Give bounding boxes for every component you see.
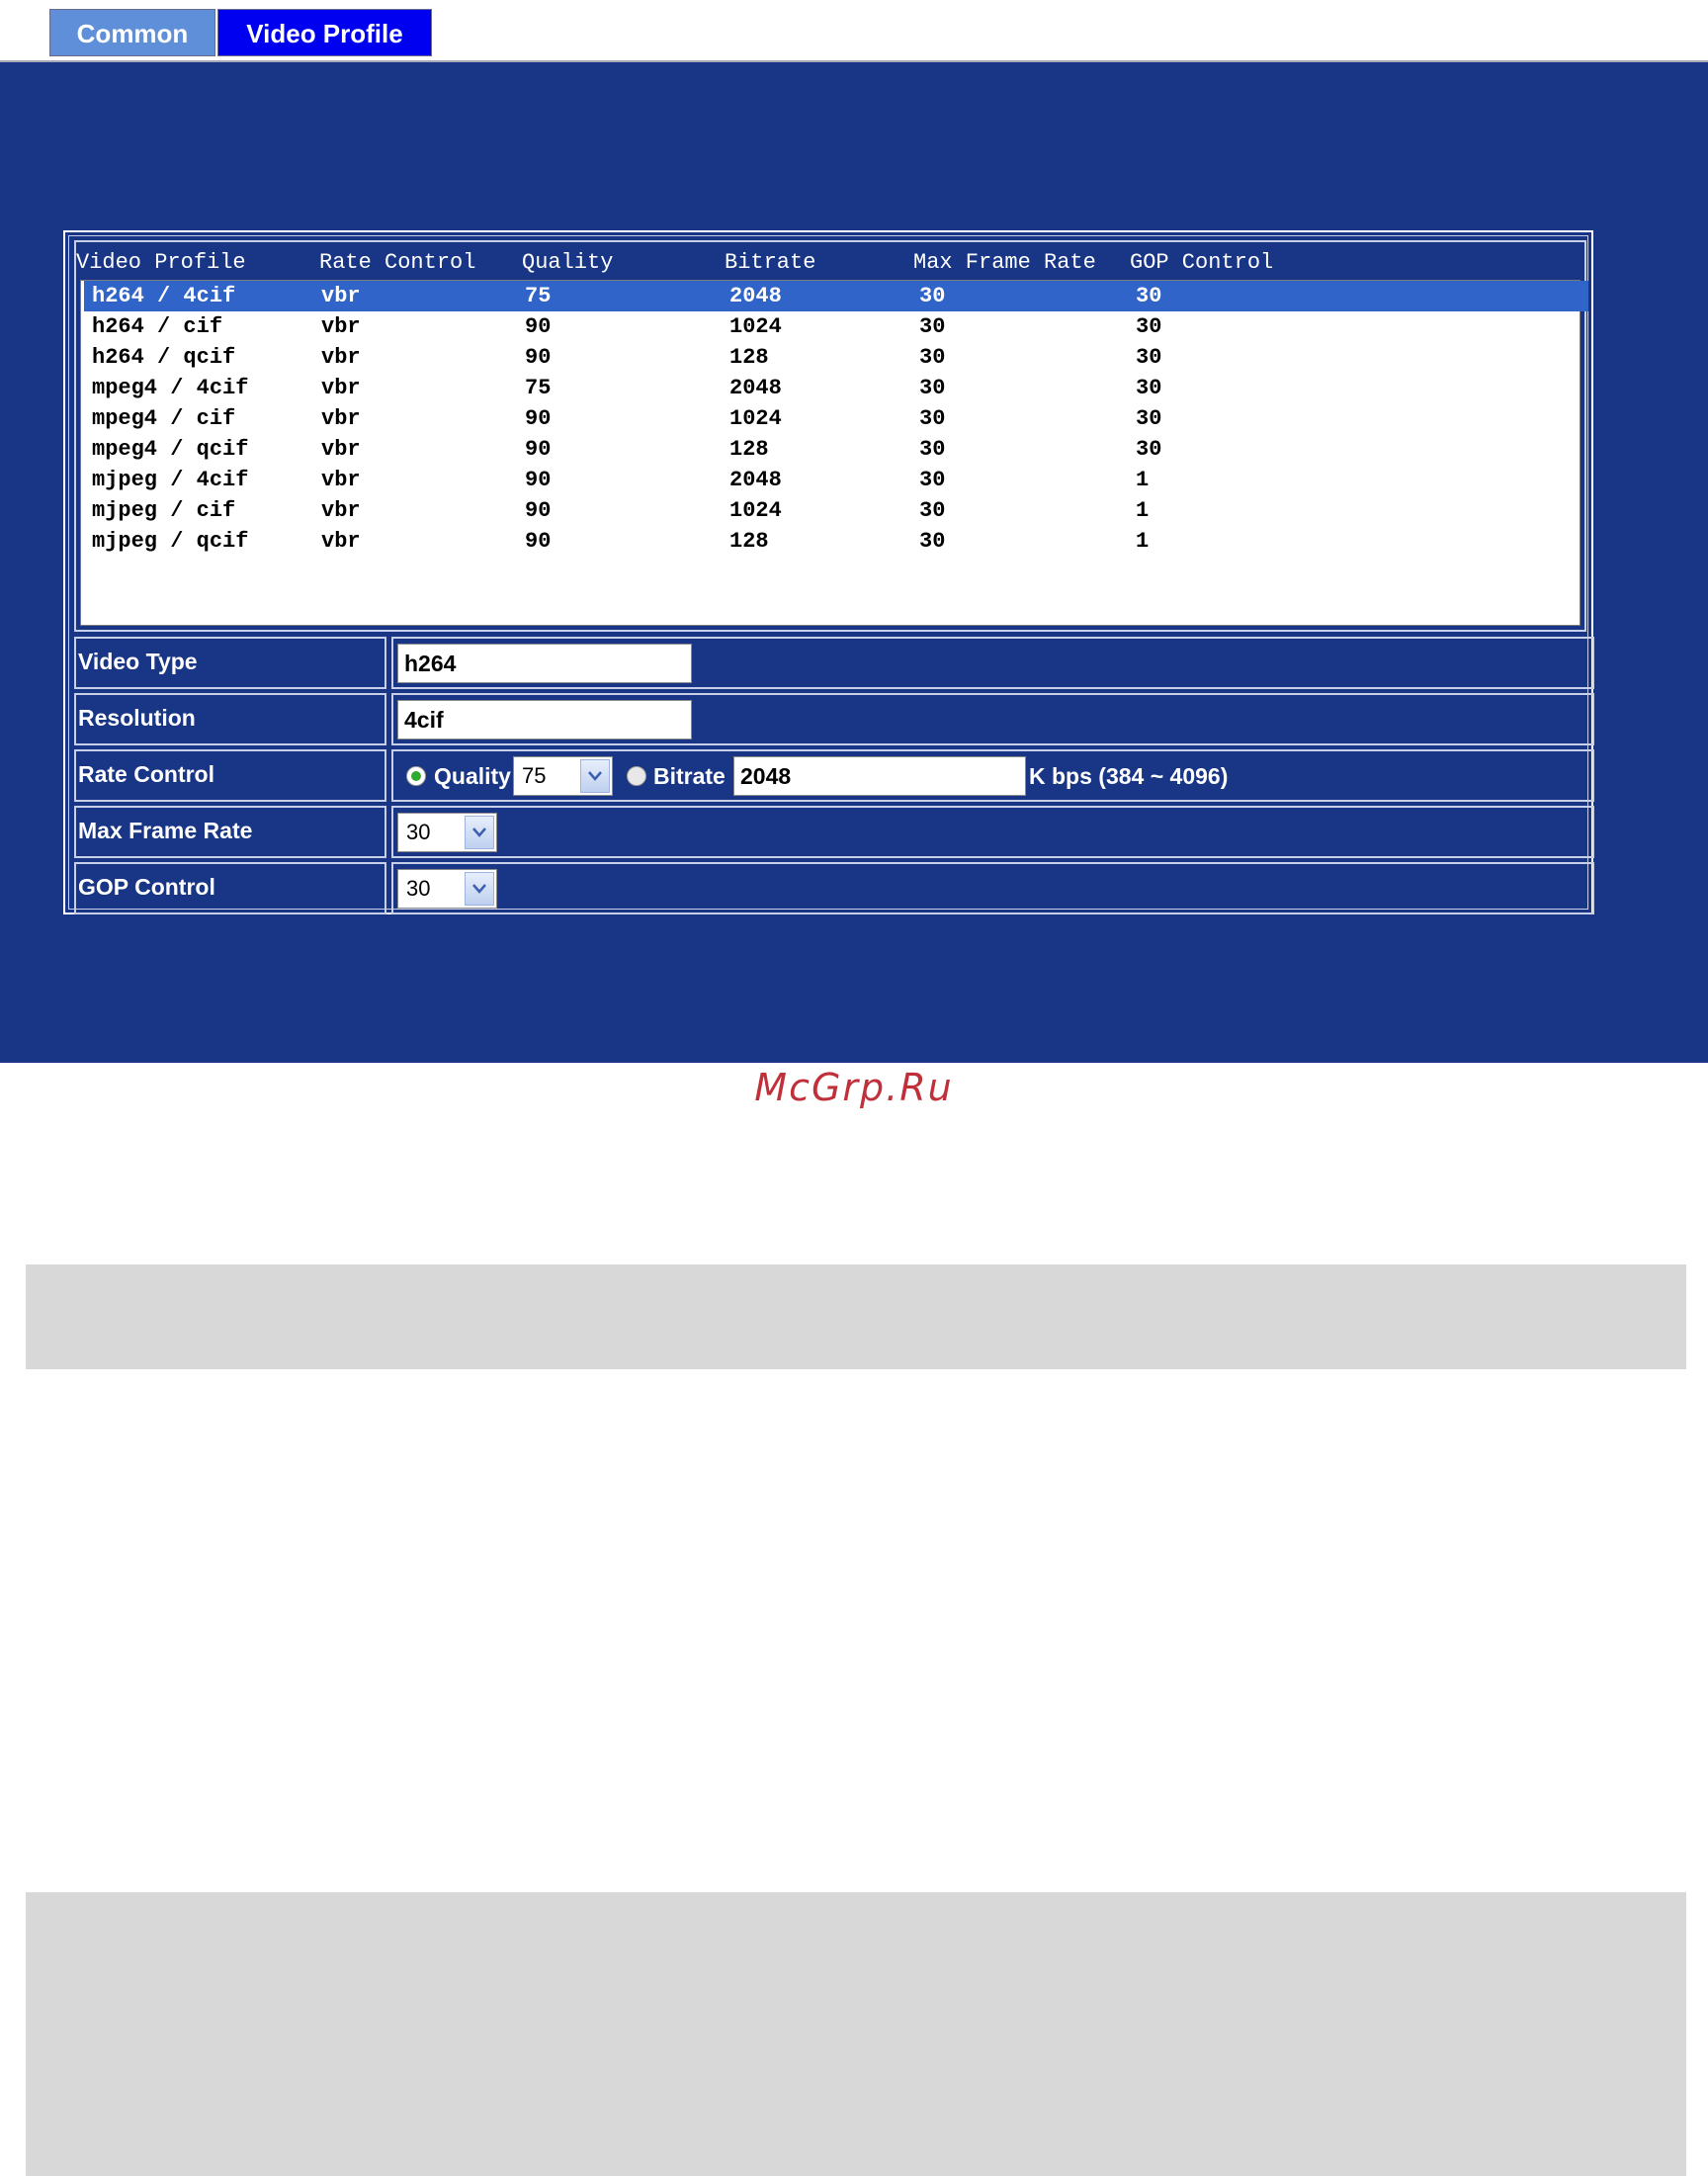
cell-gop: 30: [1136, 406, 1162, 431]
rate-control-label: Rate Control: [74, 749, 386, 802]
tab-bar: [49, 9, 432, 58]
cell-quality: 90: [525, 468, 552, 492]
video-type-row: [74, 637, 1594, 689]
resolution-field[interactable]: 4cif: [397, 700, 692, 740]
profile-row[interactable]: [84, 311, 1588, 342]
bitrate-radio[interactable]: [627, 766, 646, 786]
header-quality: Quality: [522, 250, 614, 275]
header-video-profile: Video Profile: [76, 250, 246, 275]
quality-radio[interactable]: [406, 766, 426, 786]
max-frame-rate-label: Max Frame Rate: [74, 806, 386, 858]
cell-gop: 30: [1136, 376, 1162, 400]
watermark-text: McGrp.Ru: [754, 1066, 954, 1109]
cell-rate-control: vbr: [321, 529, 361, 554]
header-max-frame-rate: Max Frame Rate: [913, 250, 1096, 275]
video-type-label: Video Type: [74, 637, 386, 689]
cell-profile: mpeg4 / cif: [92, 406, 236, 431]
header-gop-control: GOP Control: [1130, 250, 1274, 275]
quality-select-value: 75: [522, 763, 547, 788]
cell-quality: 75: [525, 284, 552, 308]
cell-rate-control: vbr: [321, 314, 361, 339]
gop-control-cell: [391, 862, 1594, 914]
cell-max-frame-rate: 30: [919, 437, 946, 462]
cell-profile: h264 / 4cif: [92, 284, 236, 308]
cell-bitrate: 1024: [729, 406, 782, 431]
cell-profile: mjpeg / 4cif: [92, 468, 249, 492]
cell-rate-control: vbr: [321, 406, 361, 431]
chevron-down-icon: [465, 872, 494, 906]
cell-max-frame-rate: 30: [919, 345, 946, 370]
cell-max-frame-rate: 30: [919, 529, 946, 554]
settings-frame-inner: [68, 235, 1588, 910]
rate-control-cell: [391, 749, 1594, 802]
cell-bitrate: 128: [729, 529, 769, 554]
video-profile-panel: [0, 60, 1708, 1063]
cell-max-frame-rate: 30: [919, 284, 946, 308]
cell-rate-control: vbr: [321, 345, 361, 370]
cell-quality: 90: [525, 345, 552, 370]
chevron-down-icon: [580, 759, 610, 793]
resolution-cell: [391, 693, 1594, 745]
cell-rate-control: vbr: [321, 437, 361, 462]
resolution-label: Resolution: [74, 693, 386, 745]
profile-row[interactable]: [84, 434, 1588, 465]
settings-frame: [63, 230, 1593, 914]
max-frame-rate-select[interactable]: [397, 813, 497, 852]
cell-profile: h264 / cif: [92, 314, 223, 339]
profile-list-header: [76, 242, 1584, 280]
header-bitrate: Bitrate: [725, 250, 816, 275]
cell-max-frame-rate: 30: [919, 406, 946, 431]
gop-control-select[interactable]: [397, 869, 497, 909]
max-frame-rate-value: 30: [406, 820, 431, 844]
cell-quality: 90: [525, 498, 552, 523]
profile-row[interactable]: [84, 526, 1588, 557]
profile-row[interactable]: [84, 342, 1588, 373]
gop-control-label: GOP Control: [74, 862, 386, 914]
cell-max-frame-rate: 30: [919, 498, 946, 523]
cell-gop: 30: [1136, 437, 1162, 462]
cell-rate-control: vbr: [321, 376, 361, 400]
chevron-down-icon: [465, 816, 494, 849]
cell-max-frame-rate: 30: [919, 376, 946, 400]
cell-bitrate: 128: [729, 437, 769, 462]
tab-video-profile[interactable]: Video Profile: [217, 9, 432, 56]
cell-quality: 90: [525, 437, 552, 462]
max-frame-rate-cell: [391, 806, 1594, 858]
cell-quality: 90: [525, 406, 552, 431]
tab-common[interactable]: Common: [49, 9, 215, 56]
cell-rate-control: vbr: [321, 498, 361, 523]
profile-list[interactable]: [80, 280, 1580, 626]
cell-profile: mpeg4 / qcif: [92, 437, 249, 462]
cell-gop: 30: [1136, 284, 1162, 308]
profile-row[interactable]: [84, 373, 1588, 403]
cell-bitrate: 1024: [729, 314, 782, 339]
bitrate-units: K bps (384 ~ 4096): [1029, 763, 1229, 789]
bitrate-radio-label: Bitrate: [653, 763, 726, 789]
grey-placeholder-block: [26, 1892, 1686, 2176]
profile-row[interactable]: [84, 495, 1588, 526]
quality-select[interactable]: [513, 756, 613, 796]
cell-bitrate: 2048: [729, 284, 782, 308]
video-type-field[interactable]: h264: [397, 644, 692, 683]
cell-quality: 90: [525, 529, 552, 554]
cell-max-frame-rate: 30: [919, 314, 946, 339]
gop-control-value: 30: [406, 876, 431, 901]
cell-gop: 30: [1136, 345, 1162, 370]
cell-max-frame-rate: 30: [919, 468, 946, 492]
cell-profile: mjpeg / cif: [92, 498, 236, 523]
cell-rate-control: vbr: [321, 468, 361, 492]
cell-quality: 90: [525, 314, 552, 339]
rate-control-row: [74, 749, 1594, 802]
profile-list-box: [74, 240, 1586, 632]
profile-row[interactable]: [84, 465, 1588, 495]
grey-placeholder-block: [26, 1264, 1686, 1369]
quality-radio-label: Quality: [434, 763, 511, 789]
profile-row[interactable]: [84, 403, 1588, 434]
cell-bitrate: 2048: [729, 468, 782, 492]
bitrate-field[interactable]: 2048: [733, 756, 1026, 796]
cell-bitrate: 1024: [729, 498, 782, 523]
cell-gop: 30: [1136, 314, 1162, 339]
cell-profile: h264 / qcif: [92, 345, 236, 370]
cell-profile: mjpeg / qcif: [92, 529, 249, 554]
video-type-cell: [391, 637, 1594, 689]
cell-gop: 1: [1136, 498, 1150, 523]
resolution-row: [74, 693, 1594, 745]
header-rate-control: Rate Control: [319, 250, 476, 275]
cell-bitrate: 128: [729, 345, 769, 370]
profile-row[interactable]: [84, 281, 1588, 311]
cell-rate-control: vbr: [321, 284, 361, 308]
cell-quality: 75: [525, 376, 552, 400]
max-frame-rate-row: [74, 806, 1594, 858]
cell-gop: 1: [1136, 529, 1150, 554]
cell-bitrate: 2048: [729, 376, 782, 400]
cell-gop: 1: [1136, 468, 1150, 492]
cell-profile: mpeg4 / 4cif: [92, 376, 249, 400]
gop-control-row: [74, 862, 1594, 914]
